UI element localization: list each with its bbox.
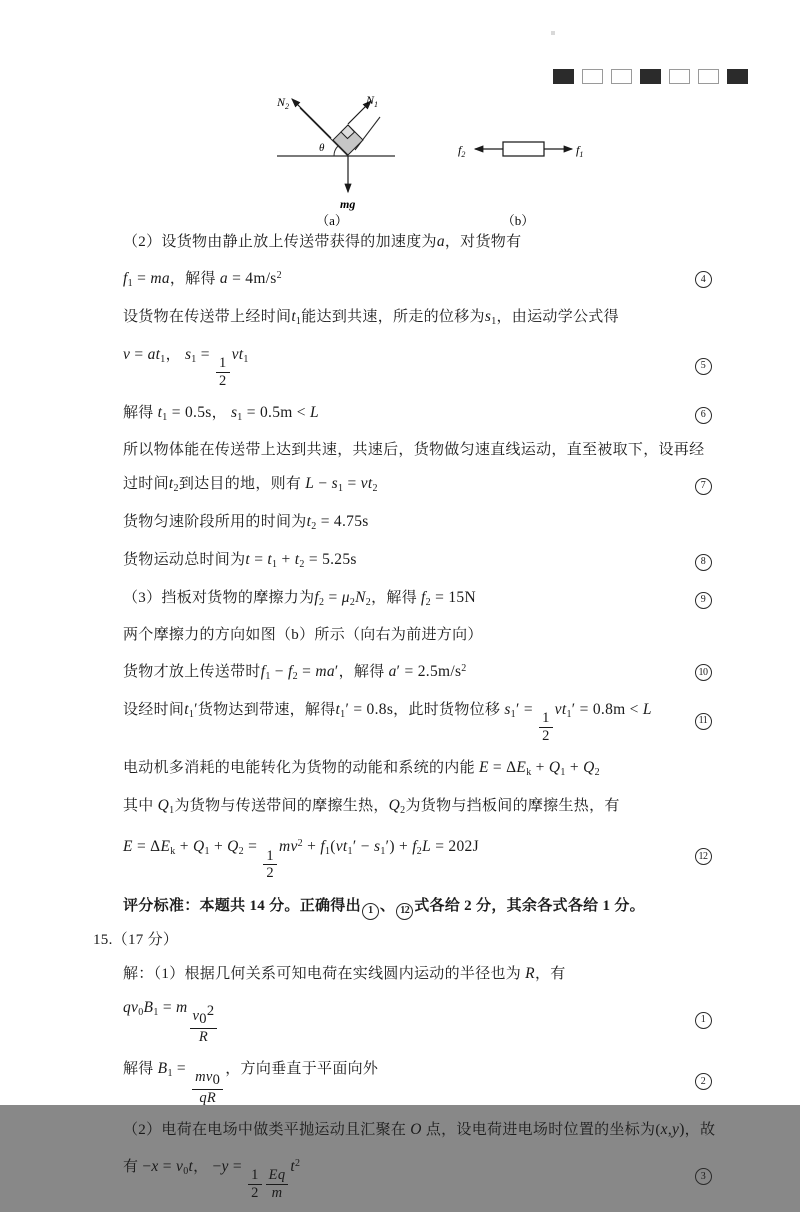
print-speck [551, 31, 555, 35]
fraction: $\frac{1}{2}$ [216, 355, 230, 390]
fraction: $\frac{1}{2}$ [539, 710, 553, 745]
progress-box-row [553, 69, 748, 84]
eq-2 [123, 1056, 720, 1107]
line-problem-15 [93, 928, 720, 953]
f2-label: $f_2$ [458, 143, 466, 159]
line-content: （2）设货物由静止放上传送带获得的加速度为a，对货物有 [123, 233, 522, 250]
eq-5 [123, 342, 720, 390]
theta-arc [334, 146, 338, 156]
equation-number: 9 [695, 592, 712, 609]
line-content: 解：（1）根据几何关系可知电荷在实线圆内运动的半径也为 R，有 [123, 964, 566, 982]
mg-label: mg [340, 197, 356, 211]
progress-box-filled [640, 69, 661, 84]
equation-number: 10 [695, 664, 712, 681]
line-content: 有 $-x = v_0t$， −y = $\frac{1}{2}$ $\frac{Eq}{m}$ $t^2$ [123, 1158, 301, 1202]
line-content: 过时间$t_2$到达目的地，则有 $L - s_1 = vt_2$ [123, 475, 378, 495]
n2-force-arrow [292, 99, 331, 138]
eq-7 [123, 471, 720, 501]
line-content: 设货物在传送带上经时间$t_1$能达到共速，所走的位移为$s_1$，由运动学公式得 [123, 308, 619, 327]
equation-number: 11 [695, 713, 712, 730]
line-content: $E = \Delta E_k + Q_1 + Q_2$ = $\frac{1}{2}$ $mv^2 + f_1(vt_1' - s_1') + f_2L = 202J$ [123, 838, 479, 882]
line-belt-time [123, 304, 720, 334]
equation-number: 12 [695, 848, 712, 865]
line-content: $v = at_1$， $s_1$ = $\frac{1}{2}$ $vt_1$ [123, 346, 249, 390]
line-content: 货物匀速阶段所用的时间为$t_2 = 4.75s$ [123, 513, 369, 533]
progress-box-outline [669, 69, 690, 84]
line-content: 评分标准：本题共 14 分。正确得出 1 、 12 式各给 2 分，其余各式各给 1 分。 [123, 894, 686, 920]
line-content: 其中 $Q_1$为货物与传送带间的摩擦生热，$Q_2$为货物与挡板间的摩擦生热，有 [123, 797, 620, 817]
n1-label: $N_1$ [366, 93, 379, 109]
equation-number: 4 [695, 271, 712, 288]
progress-box-outline [611, 69, 632, 84]
eq-6 [123, 400, 720, 430]
fraction: $\frac{v02}{R}$ [190, 1004, 218, 1046]
inline-equation-ref: 1 [362, 903, 379, 920]
eq-10 [123, 656, 720, 689]
line-content: 设经时间$t_1'$货物达到带速，解得$t_1' = 0.8s$，此时货物位移 $s_1'$ = $\frac{1}{2}$ $vt_1' = 0.8m < L$ [123, 701, 652, 745]
figure-a-diagram [263, 92, 408, 232]
figure-a-caption: （a） [316, 213, 348, 228]
line-content: 电动机多消耗的电能转化为货物的动能和系统的内能 $E = \Delta E_k + Q_1 + Q_2$ [123, 759, 600, 779]
figure-b-diagram [453, 92, 598, 232]
line-content: 解得 $B_1$ = $\frac{mv0}{qR}$ ，方向垂直于平面向外 [123, 1060, 379, 1107]
equation-number: 3 [695, 1168, 712, 1185]
eq-8 [123, 547, 720, 577]
eq-9 [123, 585, 720, 615]
line-15-part2 [123, 1117, 720, 1143]
eq-11 [123, 697, 720, 745]
line-friction-direction [123, 623, 720, 648]
figure-b [453, 92, 598, 232]
fraction: $\frac{mv0}{qR}$ [192, 1069, 223, 1107]
line-15-solution-1 [123, 961, 720, 987]
line-energy-intro [123, 755, 720, 785]
answer-body [93, 229, 720, 1212]
baffle-line [355, 117, 380, 150]
line-heat-definition [123, 793, 720, 823]
fraction: $\frac{1}{2}$ [248, 1167, 262, 1202]
line-content: 所以物体能在传送带上达到共速，共速后，货物做匀速直线运动，直至被取下，设再经 [123, 442, 705, 459]
line-content: 货物才放上传送带时$f_1 - f_2 = ma'$，解得 $a' = 2.5m/s^2$ [123, 663, 467, 683]
block-side-view [503, 142, 544, 156]
eq-12 [123, 831, 720, 882]
progress-box-outline [582, 69, 603, 84]
equation-number: 5 [695, 358, 712, 375]
equation-number: 2 [695, 1073, 712, 1090]
line-content: （2）电荷在电场中做类平抛运动且汇聚在 O 点，设电荷进电场时位置的坐标为(x,y)，故 [123, 1121, 716, 1139]
n2-label: $N_2$ [277, 95, 290, 111]
f1-label: $f_1$ [576, 143, 584, 159]
theta-label: θ [319, 142, 325, 154]
line-content: 解得 $t_1 = 0.5s$， $s_1 = 0.5m < L$ [123, 404, 319, 424]
fraction: $\frac{Eq}{m}$ [266, 1167, 289, 1202]
equation-number: 6 [695, 407, 712, 424]
equation-number: 7 [695, 478, 712, 495]
equation-number: 8 [695, 554, 712, 571]
line-scoring-standard [123, 894, 720, 920]
progress-box-outline [698, 69, 719, 84]
inline-equation-ref: 12 [396, 903, 413, 920]
line-content: $qv_0B_1 = m$ $\frac{v02}{R}$ [123, 995, 686, 1046]
line-content: 货物运动总时间为$t = t_1 + t_2 = 5.25s$ [123, 551, 357, 571]
line-part2-intro [123, 229, 720, 255]
line-content: $f_1$ = ma，解得 $a = 4m/s^2$ [123, 270, 282, 289]
line-content: 两个摩擦力的方向如图（b）所示（向右为前进方向） [123, 627, 483, 644]
progress-box-filled [553, 69, 574, 84]
line-uniform-time [123, 509, 720, 539]
line-content: （3）挡板对货物的摩擦力为$f_2 = \mu_2N_2$，解得 $f_2 = 15N$ [123, 589, 476, 609]
figure-a [263, 92, 408, 232]
line-common-speed-1 [123, 438, 720, 463]
eq-4 [123, 263, 720, 296]
figure-b-caption: （b） [501, 213, 535, 228]
line-content: 15.（17 分） [93, 931, 179, 948]
eq-1 [123, 995, 720, 1046]
eq-3 [123, 1151, 720, 1202]
fraction: $\frac{1}{2}$ [263, 848, 277, 883]
progress-box-filled [727, 69, 748, 84]
equation-number: 1 [695, 1012, 712, 1029]
